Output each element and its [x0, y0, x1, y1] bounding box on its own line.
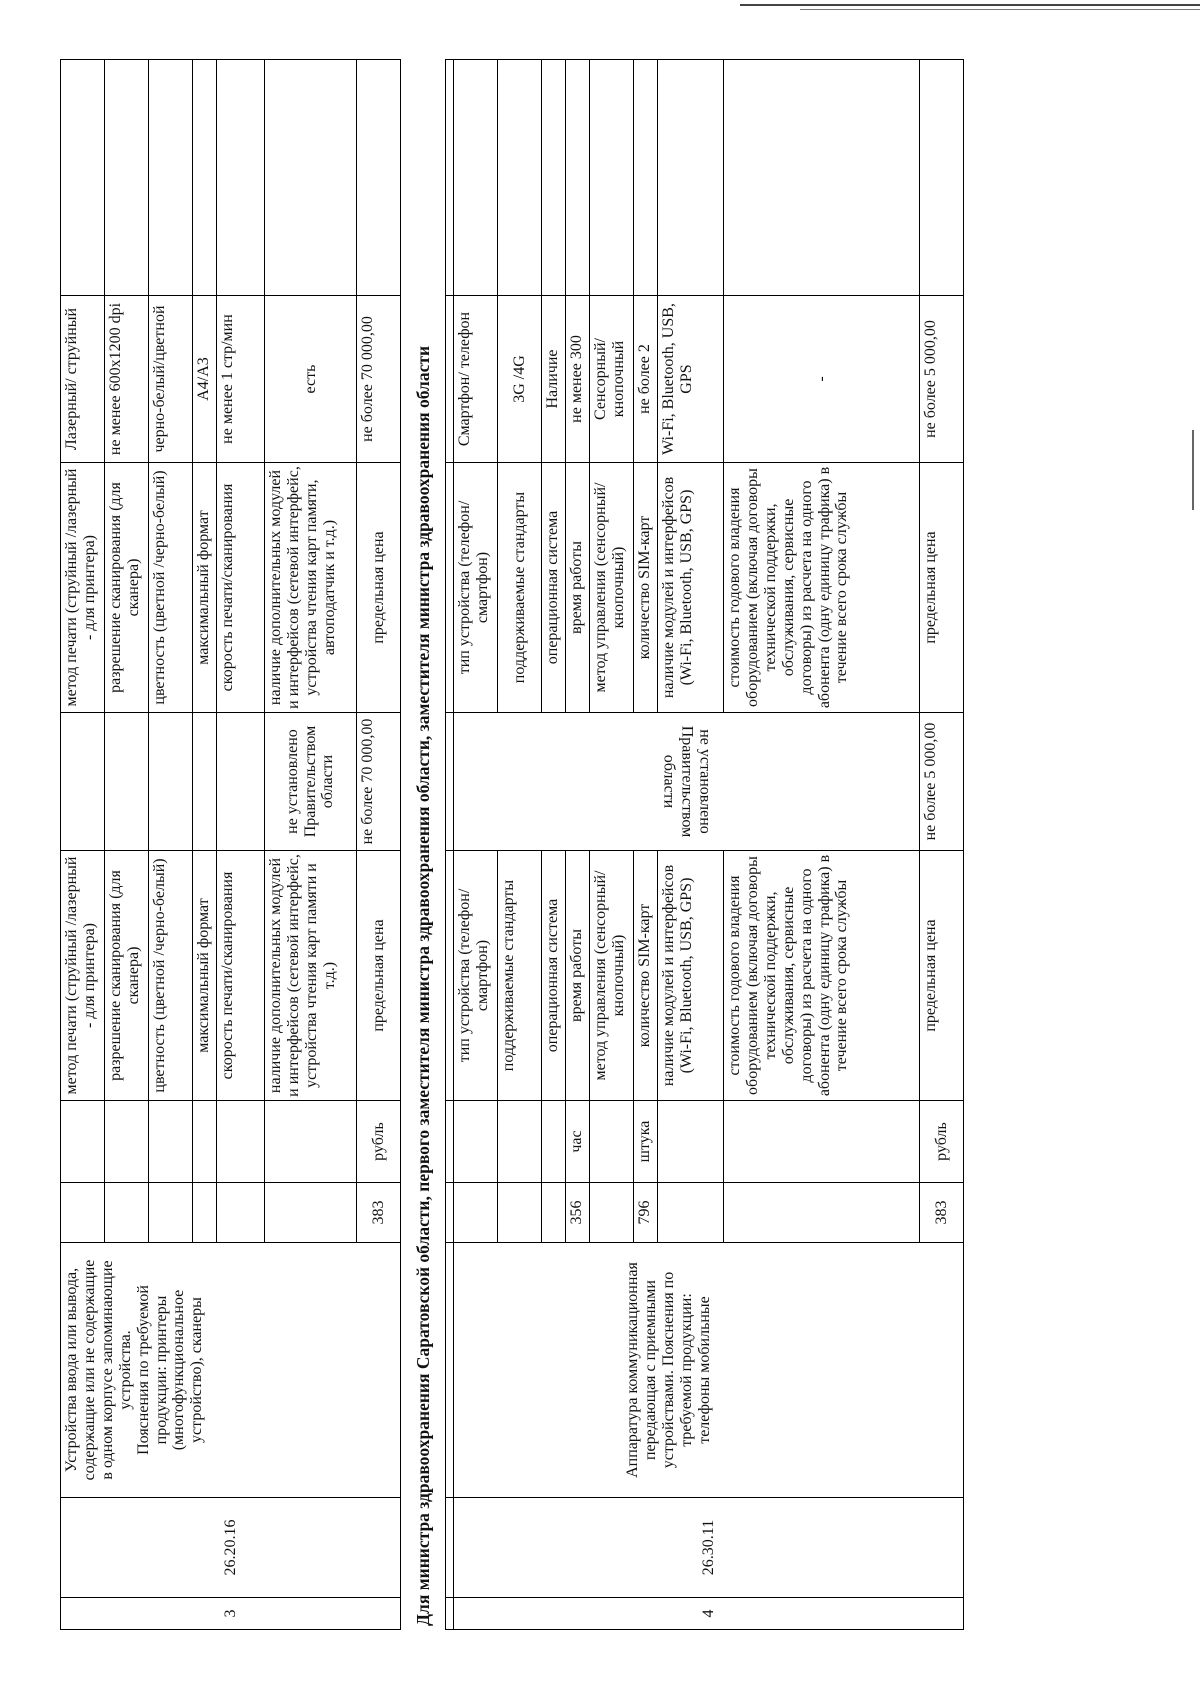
product-name-line: устройство), сканеры	[188, 1297, 206, 1443]
okei-code	[590, 1183, 634, 1243]
characteristic-a: тип устройства (телефон/смартфон)	[454, 851, 498, 1101]
characteristic-b: операционная система	[542, 463, 566, 713]
unit-name	[454, 1101, 498, 1183]
row-number: 3	[61, 1598, 401, 1630]
value-b: не более 5 000,00	[920, 296, 964, 463]
unit-name	[265, 1101, 357, 1183]
unit-name	[724, 1101, 920, 1183]
value-b: черно-белый/цветной	[149, 296, 193, 463]
value-b: Wi-Fi, Bluetooth, USB, GPS	[658, 296, 724, 463]
product-name-line: устройствами. Пояснения по	[659, 1271, 677, 1469]
unit-name	[193, 1101, 217, 1183]
characteristic-a: метод управления (сенсорный/кнопочный)	[590, 851, 634, 1101]
value-b: А4/А3	[193, 296, 217, 463]
characteristic-b: стоимость годового владения оборудованием (включая договоры технической поддержки, обслуживания, сервисные договоры) из расчета на одного абонента (одну единицу трафика) в течение всего срока службы	[724, 463, 920, 713]
product-name-line: передающая с приемными	[641, 1280, 659, 1460]
characteristic-b: наличие модулей и интерфейсов (Wi-Fi, Bluetooth, USB, GPS)	[658, 463, 724, 713]
justification	[724, 60, 920, 296]
table-mobile-phones	[445, 59, 964, 1630]
product-name-line: в одном корпусе запоминающие	[98, 1260, 116, 1480]
table-printers	[60, 59, 401, 1630]
unit-name	[149, 1101, 193, 1183]
spacer-cell	[446, 463, 454, 713]
value-a	[149, 713, 193, 851]
justification	[105, 60, 149, 296]
spacer-cell	[446, 296, 454, 463]
justification	[265, 60, 357, 296]
value-a-merged-text: не установлено Правительством области	[660, 725, 714, 838]
okei-code: 383	[357, 1183, 401, 1243]
okei-code	[149, 1183, 193, 1243]
justification	[454, 60, 498, 296]
value-a	[217, 713, 265, 851]
okei-code	[658, 1183, 724, 1243]
characteristic-b: предельная цена	[920, 463, 964, 713]
product-name-line: телефоны мобильные	[695, 1296, 713, 1444]
characteristic-a: максимальный формат	[193, 851, 217, 1101]
spacer-cell	[446, 851, 454, 1101]
scan-edge-top-inner	[800, 9, 1200, 10]
value-a-merged	[454, 713, 920, 851]
characteristic-a: предельная цена	[920, 851, 964, 1101]
value-a	[105, 713, 149, 851]
justification	[193, 60, 217, 296]
okei-code	[498, 1183, 542, 1243]
characteristic-a: метод печати (струйный /лазерный - для принтера)	[61, 851, 105, 1101]
okpd2-code: 26.30.11	[454, 1498, 964, 1598]
characteristic-b: время работы	[566, 463, 590, 713]
product-name-line: продукции: принтеры	[152, 1295, 170, 1445]
unit-name	[61, 1101, 105, 1183]
okei-code: 383	[920, 1183, 964, 1243]
product-name-line: Аппаратура коммуникационная	[624, 1262, 641, 1478]
value-b: не более 70 000,00	[357, 296, 401, 463]
value-b: -	[724, 296, 920, 463]
spacer-cell	[446, 1101, 454, 1183]
okei-code: 356	[566, 1183, 590, 1243]
value-b: Лазерный/ струйный	[61, 296, 105, 463]
justification	[658, 60, 724, 296]
table-spacer-row	[446, 60, 454, 1630]
product-name-spacer	[456, 1246, 624, 1494]
characteristic-a: поддерживаемые стандарты	[498, 851, 542, 1101]
characteristic-a: разрешение сканирования (для сканера)	[105, 851, 149, 1101]
characteristic-b: наличие дополнительных модулей и интерфейсов (сетевой интерфейс, устройства чтения карт памяти, автоподатчик и т.д.)	[265, 463, 357, 713]
value-a	[61, 713, 105, 851]
justification	[542, 60, 566, 296]
justification	[920, 60, 964, 296]
value-b: Смартфон/ телефон	[454, 296, 498, 463]
product-name-line: (многофункциональное	[170, 1289, 188, 1451]
value-b: есть	[265, 296, 357, 463]
characteristic-b: цветность (цветной /черно-белый)	[149, 463, 193, 713]
justification	[217, 60, 265, 296]
unit-name: рубль	[920, 1101, 964, 1183]
value-a: не более 70 000,00	[357, 713, 401, 851]
product-name	[454, 1243, 964, 1498]
justification	[61, 60, 105, 296]
unit-name: час	[566, 1101, 590, 1183]
justification	[566, 60, 590, 296]
value-a: не более 5 000,00	[920, 713, 964, 851]
characteristic-b: поддерживаемые стандарты	[498, 463, 542, 713]
value-b: не менее 1 стр/мин	[217, 296, 265, 463]
value-b: не менее 300	[566, 296, 590, 463]
characteristic-b: максимальный формат	[193, 463, 217, 713]
value-b: не менее 600x1200 dpi	[105, 296, 149, 463]
value-b: Наличие	[542, 296, 566, 463]
product-name-line: устройства.	[116, 1330, 134, 1410]
justification	[357, 60, 401, 296]
okei-code	[265, 1183, 357, 1243]
unit-name: рубль	[357, 1101, 401, 1183]
spacer-cell	[446, 1598, 454, 1630]
section-heading: Для министра здравоохранения Саратовской области, первого заместителя министра здравоохранения области, заместителя министра здравоохранения области	[412, 345, 433, 1626]
spacer-cell	[446, 713, 454, 851]
spacer-cell	[446, 1243, 454, 1498]
characteristic-b: разрешение сканирования (для сканера)	[105, 463, 149, 713]
spacer-cell	[446, 1498, 454, 1598]
okei-code	[542, 1183, 566, 1243]
justification	[634, 60, 658, 296]
characteristic-b: количество SIM-карт	[634, 463, 658, 713]
okei-code	[724, 1183, 920, 1243]
characteristic-a: время работы	[566, 851, 590, 1101]
table-row	[61, 60, 105, 1630]
row-number: 4	[454, 1598, 964, 1630]
justification	[498, 60, 542, 296]
value-b: Сенсорный/ кнопочный	[590, 296, 634, 463]
characteristic-b: предельная цена	[357, 463, 401, 713]
characteristic-a: наличие модулей и интерфейсов (Wi-Fi, Bluetooth, USB, GPS)	[658, 851, 724, 1101]
product-name-line: требуемой продукции:	[677, 1293, 695, 1447]
characteristic-a: наличие дополнительных модулей и интерфейсов (сетевой интерфейс, устройства чтения карт памяти и т.д.)	[265, 851, 357, 1101]
scan-edge-right	[1192, 430, 1194, 510]
characteristic-a: количество SIM-карт	[634, 851, 658, 1101]
spacer-cell	[446, 1183, 454, 1243]
characteristic-b: метод управления (сенсорный/кнопочный)	[590, 463, 634, 713]
characteristic-a: цветность (цветной /черно-белый)	[149, 851, 193, 1101]
unit-name	[217, 1101, 265, 1183]
product-name-line: Устройства ввода или вывода,	[63, 1267, 80, 1473]
characteristic-a: стоимость годового владения оборудованием (включая договоры технической поддержки, обслуживания, сервисные договоры) из расчета на одного абонента (одну единицу трафика) в течение всего срока службы	[724, 851, 920, 1101]
product-name-line: содержащие или не содержащие	[80, 1259, 98, 1481]
product-name	[61, 1243, 401, 1498]
spacer-cell	[446, 60, 454, 296]
characteristic-b: метод печати (струйный /лазерный - для принтера)	[61, 463, 105, 713]
okei-code	[217, 1183, 265, 1243]
okpd2-code: 26.20.16	[61, 1498, 401, 1598]
rotated-page-content	[60, 60, 1180, 1630]
unit-name	[658, 1101, 724, 1183]
unit-name	[105, 1101, 149, 1183]
table-row	[454, 60, 498, 1630]
okei-code: 796	[634, 1183, 658, 1243]
okei-code	[61, 1183, 105, 1243]
okei-code	[105, 1183, 149, 1243]
product-name-line: Пояснения по требуемой	[134, 1285, 152, 1455]
unit-name	[590, 1101, 634, 1183]
value-b: 3G /4G	[498, 296, 542, 463]
characteristic-a: скорость печати/сканирования	[217, 851, 265, 1101]
unit-name: штука	[634, 1101, 658, 1183]
justification	[590, 60, 634, 296]
characteristic-b: тип устройства (телефон/смартфон)	[454, 463, 498, 713]
scan-edge-top	[740, 4, 1200, 6]
unit-name	[498, 1101, 542, 1183]
value-b: не более 2	[634, 296, 658, 463]
value-a: не установлено Правительством области	[265, 713, 357, 851]
justification	[149, 60, 193, 296]
characteristic-b: скорость печати/сканирования	[217, 463, 265, 713]
characteristic-a: предельная цена	[357, 851, 401, 1101]
okei-code	[454, 1183, 498, 1243]
characteristic-a: операционная система	[542, 851, 566, 1101]
okei-code	[193, 1183, 217, 1243]
value-a	[193, 713, 217, 851]
unit-name	[542, 1101, 566, 1183]
